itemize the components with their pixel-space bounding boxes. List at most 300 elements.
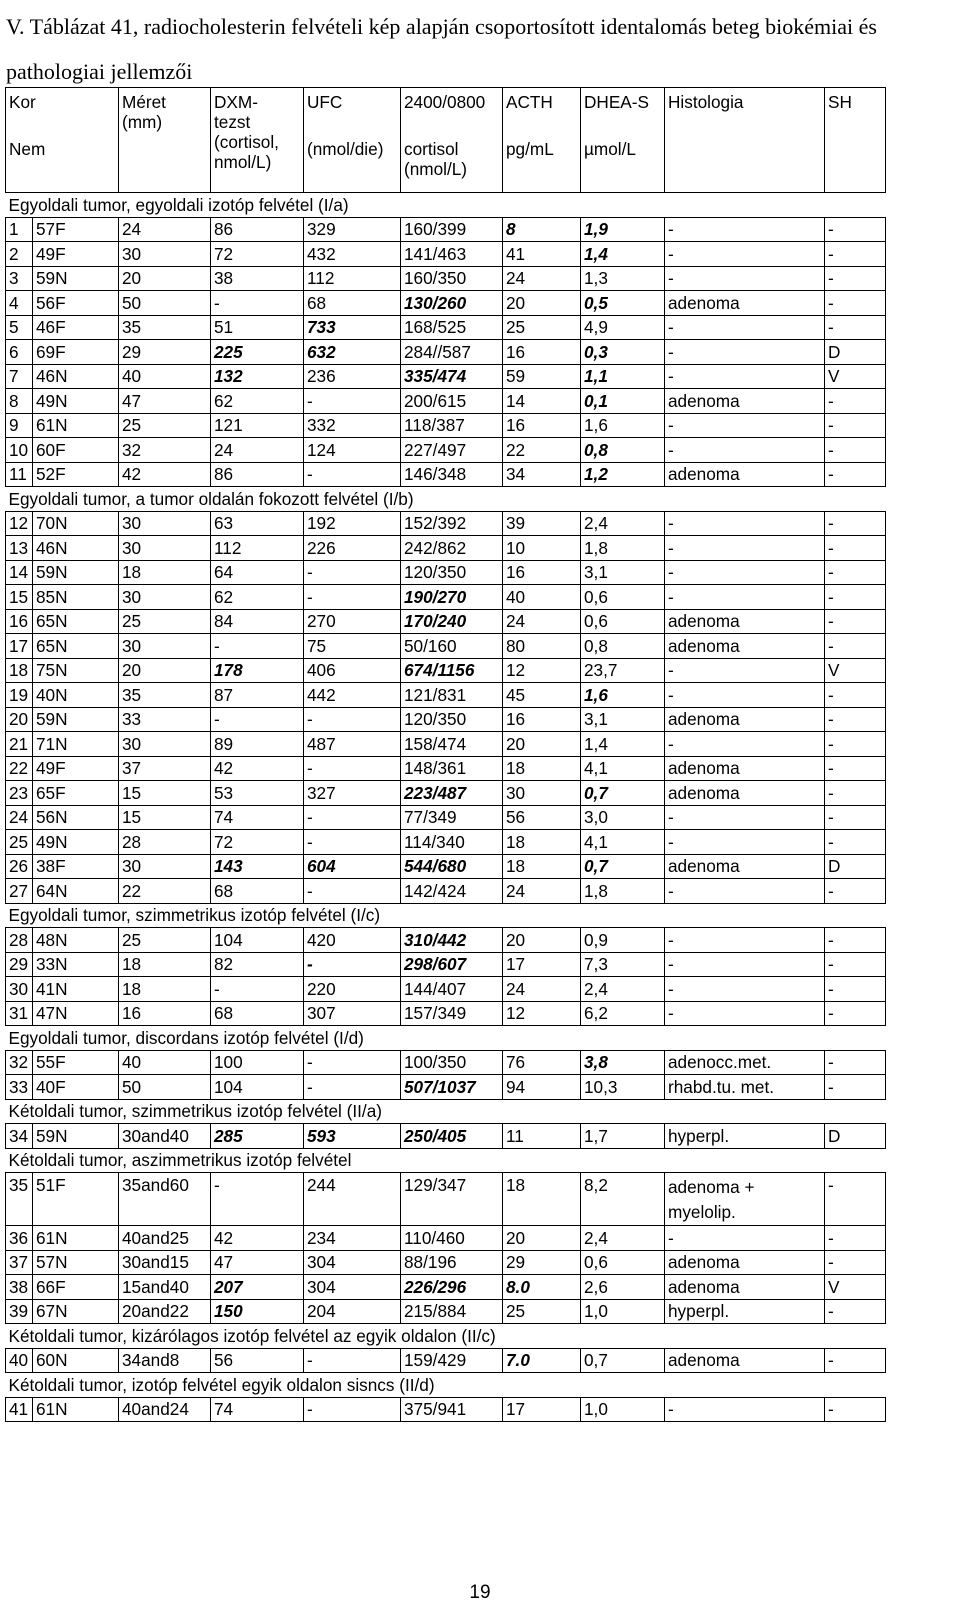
header-text: Méret <box>122 92 166 112</box>
column-header <box>304 88 401 193</box>
table-cell: 36 <box>6 1226 33 1251</box>
table-cell: 2,4 <box>581 977 665 1002</box>
table-cell: 285 <box>211 1124 304 1149</box>
header-text: UFC <box>307 92 343 112</box>
header-text: cortisol <box>404 139 459 159</box>
table-cell: - <box>211 707 304 732</box>
header-text: (cortisol, <box>214 132 279 152</box>
table-cell: 215/884 <box>401 1299 503 1324</box>
table-row <box>6 854 886 879</box>
table-cell: - <box>825 1173 886 1226</box>
table-cell: 1,0 <box>581 1397 665 1422</box>
table-cell: 3,0 <box>581 805 665 830</box>
table-cell: 226 <box>304 536 401 561</box>
table-row <box>6 1075 886 1100</box>
table-cell: 148/361 <box>401 756 503 781</box>
table-cell: 42 <box>211 1226 304 1251</box>
table-cell: - <box>825 1226 886 1251</box>
column-header <box>503 88 581 193</box>
table-cell: 30and40 <box>119 1124 211 1149</box>
table-cell: 100 <box>211 1050 304 1075</box>
table-cell: 141/463 <box>401 242 503 267</box>
table-cell: - <box>665 266 825 291</box>
table-cell: - <box>665 658 825 683</box>
table-cell: - <box>825 781 886 806</box>
table-cell: - <box>665 560 825 585</box>
table-row <box>6 389 886 414</box>
table-cell: - <box>825 389 886 414</box>
table-cell: adenoma + myelolip. <box>665 1173 825 1226</box>
section-row <box>6 1373 886 1398</box>
table-cell: 15 <box>119 805 211 830</box>
table-cell: 14 <box>503 389 581 414</box>
table-cell: 30 <box>119 242 211 267</box>
table-cell: 57F <box>33 217 119 242</box>
header-text: 2400/0800 <box>404 92 486 112</box>
table-cell: - <box>665 340 825 365</box>
table-cell: 29 <box>119 340 211 365</box>
table-cell: 242/862 <box>401 536 503 561</box>
table-cell: 68 <box>211 879 304 904</box>
table-cell: 487 <box>304 732 401 757</box>
table-cell: 0,9 <box>581 928 665 953</box>
table-cell: adenoma <box>665 634 825 659</box>
table-cell: 46N <box>33 364 119 389</box>
table-cell: 0,7 <box>581 854 665 879</box>
table-cell: 17 <box>6 634 33 659</box>
table-cell: 30 <box>503 781 581 806</box>
table-row <box>6 217 886 242</box>
table-cell: - <box>825 536 886 561</box>
table-cell: 144/407 <box>401 977 503 1002</box>
table-cell: 9 <box>6 413 33 438</box>
table-cell: 29 <box>6 952 33 977</box>
table-cell: 150 <box>211 1299 304 1324</box>
table-cell: hyperpl. <box>665 1299 825 1324</box>
table-cell: 37 <box>119 756 211 781</box>
table-cell: 49N <box>33 389 119 414</box>
table-cell: 41N <box>33 977 119 1002</box>
table-cell: 132 <box>211 364 304 389</box>
table-cell: 40and24 <box>119 1397 211 1422</box>
table-cell: 84 <box>211 609 304 634</box>
table-cell: 25 <box>119 413 211 438</box>
table-cell: - <box>211 977 304 1002</box>
table-cell: - <box>825 707 886 732</box>
header-text: pg/mL <box>506 139 554 159</box>
table-cell: 62 <box>211 585 304 610</box>
table-cell: - <box>665 536 825 561</box>
table-cell: 25 <box>503 315 581 340</box>
table-cell: adenoma <box>665 1348 825 1373</box>
table-cell: 7.0 <box>503 1348 581 1373</box>
table-cell: 26 <box>6 854 33 879</box>
table-cell: - <box>304 1050 401 1075</box>
table-cell: 23,7 <box>581 658 665 683</box>
table-cell: 112 <box>304 266 401 291</box>
table-cell: 121 <box>211 413 304 438</box>
table-row <box>6 781 886 806</box>
table-cell: 544/680 <box>401 854 503 879</box>
table-cell: 48N <box>33 928 119 953</box>
table-cell: 50 <box>119 1075 211 1100</box>
table-cell: 41 <box>503 242 581 267</box>
section-title: Kétoldali tumor, kizárólagos izotóp felvétel az egyik oldalon (II/c) <box>6 1324 886 1349</box>
table-cell: 332 <box>304 413 401 438</box>
table-cell: 1,8 <box>581 879 665 904</box>
column-header <box>581 88 665 193</box>
table-cell: - <box>825 462 886 487</box>
header-text: (mm) <box>122 112 163 132</box>
table-cell: V <box>825 658 886 683</box>
table-row <box>6 977 886 1002</box>
table-cell: 30 <box>119 854 211 879</box>
table-cell: 49F <box>33 756 119 781</box>
table-row <box>6 1173 886 1226</box>
table-cell: 204 <box>304 1299 401 1324</box>
table-cell: 18 <box>503 854 581 879</box>
table-cell: 77/349 <box>401 805 503 830</box>
table-cell: 24 <box>503 266 581 291</box>
table-cell: 30 <box>119 585 211 610</box>
table-cell: 40and25 <box>119 1226 211 1251</box>
table-cell: 223/487 <box>401 781 503 806</box>
table-cell: 1,2 <box>581 462 665 487</box>
table-cell: - <box>304 389 401 414</box>
table-cell: V <box>825 1275 886 1300</box>
table-cell: 60F <box>33 438 119 463</box>
table-cell: - <box>825 1299 886 1324</box>
table-cell: 507/1037 <box>401 1075 503 1100</box>
table-cell: 30 <box>119 511 211 536</box>
table-row <box>6 658 886 683</box>
table-cell: D <box>825 854 886 879</box>
table-cell: - <box>304 756 401 781</box>
table-cell: 160/350 <box>401 266 503 291</box>
table-cell: 10 <box>6 438 33 463</box>
table-cell: - <box>825 732 886 757</box>
table-cell: 56F <box>33 291 119 316</box>
table-cell: - <box>304 952 401 977</box>
header-text: µmol/L <box>584 139 636 159</box>
table-cell: 34 <box>6 1124 33 1149</box>
table-cell: 4 <box>6 291 33 316</box>
table-cell: 20 <box>503 732 581 757</box>
column-header <box>825 88 886 193</box>
table-cell: 35 <box>119 315 211 340</box>
table-cell: 3 <box>6 266 33 291</box>
table-cell: 2,4 <box>581 1226 665 1251</box>
table-cell: 59N <box>33 266 119 291</box>
table-cell: 56 <box>211 1348 304 1373</box>
page-number: 19 <box>469 1582 491 1603</box>
table-cell: 71N <box>33 732 119 757</box>
table-row <box>6 462 886 487</box>
table-cell: 67N <box>33 1299 119 1324</box>
section-title: Kétoldali tumor, szimmetrikus izotóp felvétel (II/a) <box>6 1099 886 1124</box>
table-row <box>6 1275 886 1300</box>
table-cell: 1,8 <box>581 536 665 561</box>
table-cell: 335/474 <box>401 364 503 389</box>
table-cell: - <box>825 242 886 267</box>
table-cell: - <box>304 1348 401 1373</box>
table-cell: 0,6 <box>581 609 665 634</box>
table-cell: 17 <box>503 952 581 977</box>
table-cell: 40 <box>503 585 581 610</box>
table-cell: 304 <box>304 1275 401 1300</box>
table-cell: 244 <box>304 1173 401 1226</box>
table-cell: - <box>211 291 304 316</box>
table-cell: 142/424 <box>401 879 503 904</box>
table-cell: - <box>825 879 886 904</box>
table-cell: 61N <box>33 413 119 438</box>
table-cell: 47N <box>33 1001 119 1026</box>
section-row <box>6 1099 886 1124</box>
table-cell: 10,3 <box>581 1075 665 1100</box>
table-cell: 40N <box>33 683 119 708</box>
table-cell: 18 <box>119 560 211 585</box>
header-text: (nmol/L) <box>404 159 468 179</box>
table-cell: 51F <box>33 1173 119 1226</box>
table-row <box>6 1348 886 1373</box>
table-cell: 20and22 <box>119 1299 211 1324</box>
section-row <box>6 487 886 512</box>
table-cell: 304 <box>304 1250 401 1275</box>
table-cell: 250/405 <box>401 1124 503 1149</box>
table-cell: 59 <box>503 364 581 389</box>
table-cell: 22 <box>6 756 33 781</box>
table-cell: 284//587 <box>401 340 503 365</box>
table-cell: 25 <box>6 830 33 855</box>
table-cell: 24 <box>503 879 581 904</box>
table-cell: 1 <box>6 217 33 242</box>
table-cell: 10 <box>503 536 581 561</box>
table-cell: 3,8 <box>581 1050 665 1075</box>
table-cell: 86 <box>211 462 304 487</box>
table-cell: 30 <box>119 634 211 659</box>
table-cell: 152/392 <box>401 511 503 536</box>
table-cell: 75N <box>33 658 119 683</box>
table-cell: 35 <box>6 1173 33 1226</box>
table-cell: 1,9 <box>581 217 665 242</box>
section-title: Egyoldali tumor, egyoldali izotóp felvétel (I/a) <box>6 193 886 218</box>
table-cell: 59N <box>33 560 119 585</box>
table-cell: - <box>304 1397 401 1422</box>
table-cell: 329 <box>304 217 401 242</box>
table-row <box>6 879 886 904</box>
table-cell: - <box>825 756 886 781</box>
table-cell: - <box>825 634 886 659</box>
table-cell: 200/615 <box>401 389 503 414</box>
table-row <box>6 683 886 708</box>
table-cell: 18 <box>503 756 581 781</box>
table-row <box>6 1397 886 1422</box>
table-cell: 63 <box>211 511 304 536</box>
table-cell: - <box>304 805 401 830</box>
table-cell: 170/240 <box>401 609 503 634</box>
table-cell: 59N <box>33 1124 119 1149</box>
table-cell: 236 <box>304 364 401 389</box>
table-cell: - <box>825 585 886 610</box>
column-header <box>119 88 211 193</box>
table-cell: - <box>665 242 825 267</box>
table-cell: 2,6 <box>581 1275 665 1300</box>
table-cell: 24 <box>211 438 304 463</box>
table-cell: - <box>665 879 825 904</box>
table-cell: 65F <box>33 781 119 806</box>
table-cell: 168/525 <box>401 315 503 340</box>
table-cell: 1,6 <box>581 683 665 708</box>
header-text: Kor <box>9 92 36 112</box>
table-cell: - <box>825 560 886 585</box>
table-cell: - <box>825 977 886 1002</box>
table-cell: 16 <box>503 707 581 732</box>
table-cell: 22 <box>119 879 211 904</box>
table-cell: D <box>825 340 886 365</box>
table-cell: 20 <box>6 707 33 732</box>
table-cell: 20 <box>503 928 581 953</box>
table-cell: - <box>825 1397 886 1422</box>
table-cell: 20 <box>119 658 211 683</box>
table-row <box>6 1299 886 1324</box>
table-cell: 29 <box>503 1250 581 1275</box>
table-cell: - <box>665 977 825 1002</box>
table-cell: - <box>825 830 886 855</box>
table-cell: 0,1 <box>581 389 665 414</box>
table-cell: 24 <box>503 609 581 634</box>
table-cell: 74 <box>211 805 304 830</box>
table-cell: 70N <box>33 511 119 536</box>
table-cell: 40F <box>33 1075 119 1100</box>
table-cell: 33 <box>6 1075 33 1100</box>
table-cell: 178 <box>211 658 304 683</box>
table-cell: 20 <box>503 1226 581 1251</box>
table-cell: 0,6 <box>581 585 665 610</box>
table-cell: 129/347 <box>401 1173 503 1226</box>
table-cell: 33 <box>119 707 211 732</box>
table-cell: - <box>665 1397 825 1422</box>
table-cell: 4,9 <box>581 315 665 340</box>
table-cell: 190/270 <box>401 585 503 610</box>
table-row <box>6 756 886 781</box>
table-cell: 120/350 <box>401 707 503 732</box>
table-cell: 1,3 <box>581 266 665 291</box>
table-cell: 34 <box>503 462 581 487</box>
table-cell: 49F <box>33 242 119 267</box>
column-header <box>665 88 825 193</box>
table-cell: 18 <box>503 1173 581 1226</box>
table-cell: 12 <box>503 658 581 683</box>
table-row <box>6 634 886 659</box>
table-cell: - <box>825 1348 886 1373</box>
table-cell: 110/460 <box>401 1226 503 1251</box>
section-title: Egyoldali tumor, szimmetrikus izotóp felvétel (I/c) <box>6 903 886 928</box>
table-cell: 32 <box>119 438 211 463</box>
table-cell: 16 <box>119 1001 211 1026</box>
table-cell: adenoma <box>665 707 825 732</box>
table-row <box>6 413 886 438</box>
table-cell: 406 <box>304 658 401 683</box>
header-text: DHEA-S <box>584 92 649 112</box>
table-cell: 40 <box>119 364 211 389</box>
table-row <box>6 1250 886 1275</box>
table-cell: 442 <box>304 683 401 708</box>
table-cell: 24 <box>503 977 581 1002</box>
table-cell: - <box>825 1050 886 1075</box>
table-cell: - <box>825 511 886 536</box>
table-cell: 13 <box>6 536 33 561</box>
table-cell: 24 <box>119 217 211 242</box>
table-cell: 55F <box>33 1050 119 1075</box>
table-cell: 51 <box>211 315 304 340</box>
table-cell: 17 <box>503 1397 581 1422</box>
section-title: Egyoldali tumor, a tumor oldalán fokozott felvétel (I/b) <box>6 487 886 512</box>
table-cell: 23 <box>6 781 33 806</box>
table-cell: 7,3 <box>581 952 665 977</box>
section-title: Kétoldali tumor, aszimmetrikus izotóp felvétel <box>6 1148 886 1173</box>
table-cell: 112 <box>211 536 304 561</box>
table-cell: 18 <box>6 658 33 683</box>
table-cell: 32 <box>6 1050 33 1075</box>
table-cell: 100/350 <box>401 1050 503 1075</box>
table-cell: 3,1 <box>581 707 665 732</box>
table-cell: 46F <box>33 315 119 340</box>
table-row <box>6 242 886 267</box>
table-cell: 38 <box>211 266 304 291</box>
table-cell: - <box>825 928 886 953</box>
section-title: Kétoldali tumor, izotóp felvétel egyik oldalon sisncs (II/d) <box>6 1373 886 1398</box>
table-cell: 593 <box>304 1124 401 1149</box>
table-cell: - <box>825 683 886 708</box>
table-cell: 11 <box>503 1124 581 1149</box>
table-cell: 47 <box>211 1250 304 1275</box>
table-row <box>6 1001 886 1026</box>
table-cell: adenoma <box>665 462 825 487</box>
table-body <box>6 88 886 1422</box>
table-cell: 61N <box>33 1226 119 1251</box>
table-cell: 80 <box>503 634 581 659</box>
table-cell: 130/260 <box>401 291 503 316</box>
table-cell: 31 <box>6 1001 33 1026</box>
table-cell: - <box>304 560 401 585</box>
table-cell: 8 <box>6 389 33 414</box>
table-cell: 94 <box>503 1075 581 1100</box>
table-cell: 35and60 <box>119 1173 211 1226</box>
table-cell: 66F <box>33 1275 119 1300</box>
table-cell: 85N <box>33 585 119 610</box>
table-cell: - <box>825 266 886 291</box>
header-text: (nmol/die) <box>307 139 384 159</box>
table-cell: 61N <box>33 1397 119 1422</box>
table-cell: 143 <box>211 854 304 879</box>
table-cell: 220 <box>304 977 401 1002</box>
table-cell: 0,7 <box>581 1348 665 1373</box>
table-cell: 12 <box>503 1001 581 1026</box>
table-cell: 64N <box>33 879 119 904</box>
table-row <box>6 732 886 757</box>
table-cell: 20 <box>119 266 211 291</box>
table-cell: 50 <box>119 291 211 316</box>
table-row <box>6 340 886 365</box>
table-cell: - <box>825 413 886 438</box>
table-cell: - <box>665 585 825 610</box>
table-cell: - <box>665 217 825 242</box>
table-cell: 192 <box>304 511 401 536</box>
table-row <box>6 805 886 830</box>
table-cell: 2 <box>6 242 33 267</box>
table-cell: 8 <box>503 217 581 242</box>
section-row <box>6 193 886 218</box>
